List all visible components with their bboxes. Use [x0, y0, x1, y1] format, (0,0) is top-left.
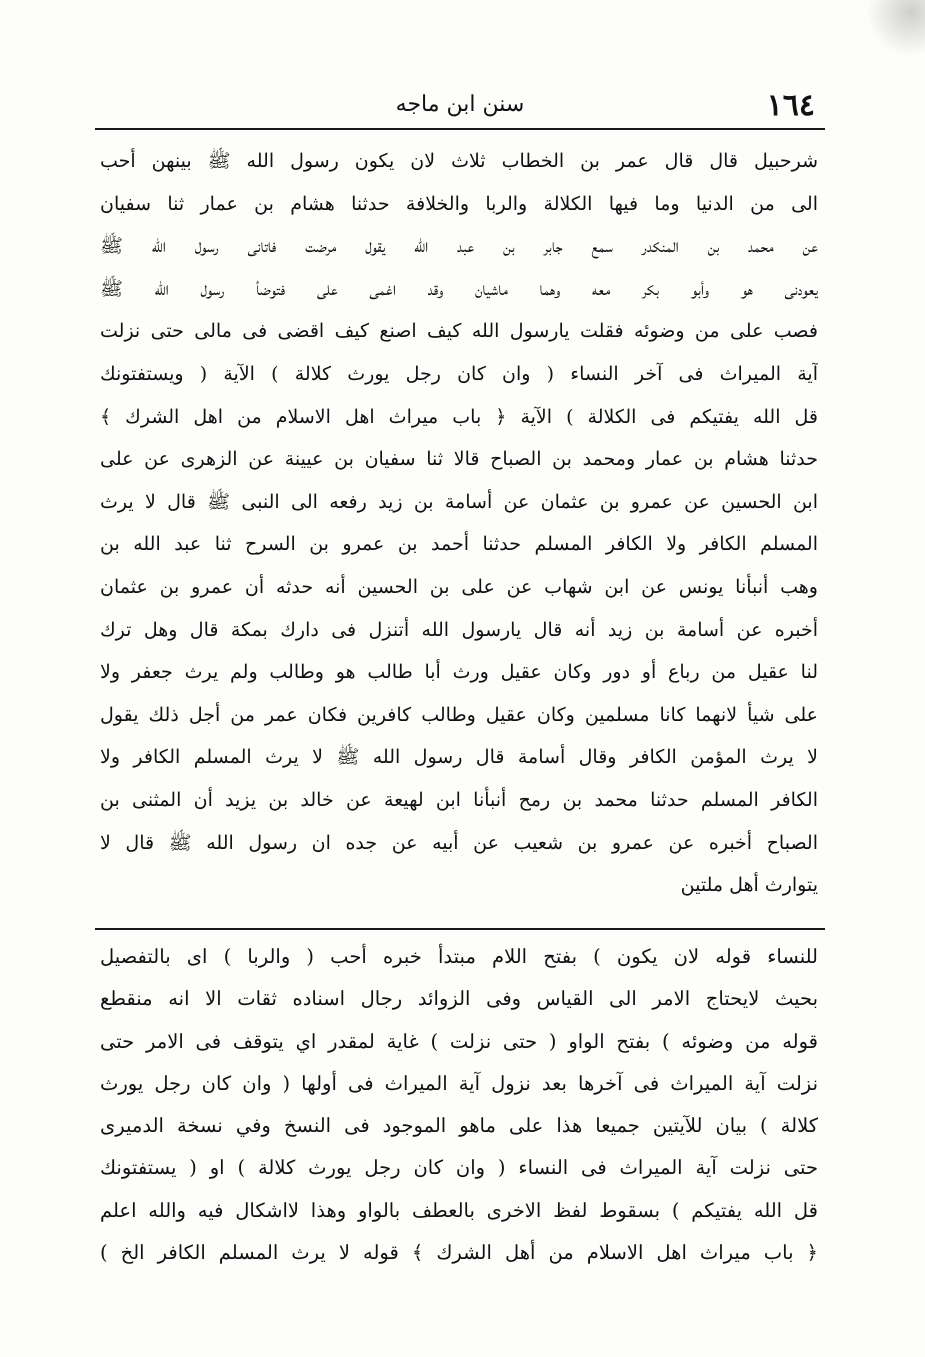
text-line: آية الميراث فى آخر النساء ( وان كان رجل يورث كلالة ) الآية ( ويستفتونك	[100, 362, 818, 385]
footnote-rule	[95, 928, 825, 930]
footnote-line: ﴿ باب ميراث اهل الاسلام من أهل الشرك ﴾ قوله لا يرث المسلم الكافر الخ )	[100, 1241, 818, 1265]
text-line: الكافر المسلم حدثنا محمد بن رمح أنبأنا ابن لهيعة عن خالد بن يزيد أن المثنى بن	[100, 788, 818, 811]
page-number: ١٦٤	[766, 88, 815, 123]
text-line: لا يرث المؤمن الكافر وقال أسامة قال رسول الله ﷺ لا يرث المسلم الكافر ولا	[100, 746, 818, 769]
text-line: يعودنى هو وأبو بكر معه وهما ماشيان وقد اغمى على فتوضأ رسول الله ﷺ	[100, 277, 818, 300]
text-line: قل الله يفتيكم فى الكلالة ) الآية ﴿ باب ميراث اهل الاسلام من اهل الشرك ﴾	[100, 405, 818, 428]
page-header	[95, 88, 825, 128]
footnote-line: بحيث لايحتاج الامر الى القياس وفى الزوائد رجال اسناده ثقات الا انه منقطع	[100, 987, 818, 1011]
scan-noise-mark	[855, 0, 925, 60]
footnote-line: كلالة ) بيان للآيتين جميعا هذا على ماهو الموجود فى النسخ وفي نسخة الدميرى	[100, 1114, 818, 1138]
header-rule	[95, 128, 825, 130]
text-line: شرحبيل قال قال عمر بن الخطاب ثلاث لان يكون رسول الله ﷺ بينهن أحب	[100, 150, 818, 172]
footnote-line: حتى نزلت آية الميراث فى النساء ( وان كان رجل يورث كلالة ) او ( يستفتونك	[100, 1156, 818, 1180]
text-line: فصب على من وضوئه فقلت يارسول الله كيف اصنع كيف اقضى فى مالى حتى نزلت	[100, 320, 818, 343]
text-line: المسلم الكافر ولا الكافر المسلم حدثنا أحمد بن عمرو بن السرح ثنا عبد الله بن	[100, 533, 818, 556]
text-line: يتوارث أهل ملتين	[680, 874, 818, 897]
text-line: الصباح أخبره عن عمرو بن شعيب عن أبيه عن جده ان رسول الله ﷺ قال لا	[100, 831, 818, 854]
text-line: أخبره عن أسامة بن زيد أنه قال يارسول الله أتنزل فى دارك بمكة قال وهل ترك	[100, 618, 818, 641]
text-line: الى من الدنيا وما فيها الكلالة والربا والخلافة حدثنا هشام بن عمار ثنا سفيان	[100, 192, 818, 215]
text-line: على شيأ لانهما كانا مسلمين وكان عقيل وطالب كافرين فكان عمر من أجل ذلك يقول	[100, 703, 818, 726]
footnote-line: قل الله يفتيكم ) بسقوط لفظ الاخرى بالعطف بالواو وهذا لااشكال فيه والله اعلم	[100, 1198, 818, 1222]
text-line: وهب أنبأنا يونس عن ابن شهاب عن على بن الحسين أنه حدثه أن عمرو بن عثمان	[100, 575, 818, 598]
text-line: حدثنا هشام بن عمار ومحمد بن الصباح قالا ثنا سفيان بن عيينة عن الزهرى عن على	[100, 448, 818, 471]
text-line: لنا عقيل من رباع أو دور وكان عقيل ورث أبا طالب هو وطالب ولم يرث جعفر ولا	[100, 661, 818, 684]
footnote-line: للنساء قوله لان يكون ) بفتح اللام مبتدأ خبره أحب ( والربا ) اى بالتفصيل	[100, 945, 818, 968]
footnotes	[100, 936, 818, 1274]
running-title: سنن ابن ماجه	[395, 92, 525, 117]
main-text	[100, 140, 818, 907]
footnote-line: قوله من وضوئه ) بفتح الواو ( حتى نزلت ) غاية لمقدر اي يتوقف فى الامر حتى	[100, 1029, 818, 1053]
footnote-line: نزلت آية الميراث فى آخرها بعد نزول آية الميراث فى أولها ( وان كان رجل يورث	[100, 1071, 818, 1095]
text-line: ابن الحسين عن عمرو بن عثمان عن أسامة بن زيد رفعه الى النبى ﷺ قال لا يرث	[100, 490, 818, 513]
text-line: عن محمد بن المنكدر سمع جابر بن عبد الله يقول مرضت فاتانى رسول الله ﷺ	[100, 235, 818, 258]
